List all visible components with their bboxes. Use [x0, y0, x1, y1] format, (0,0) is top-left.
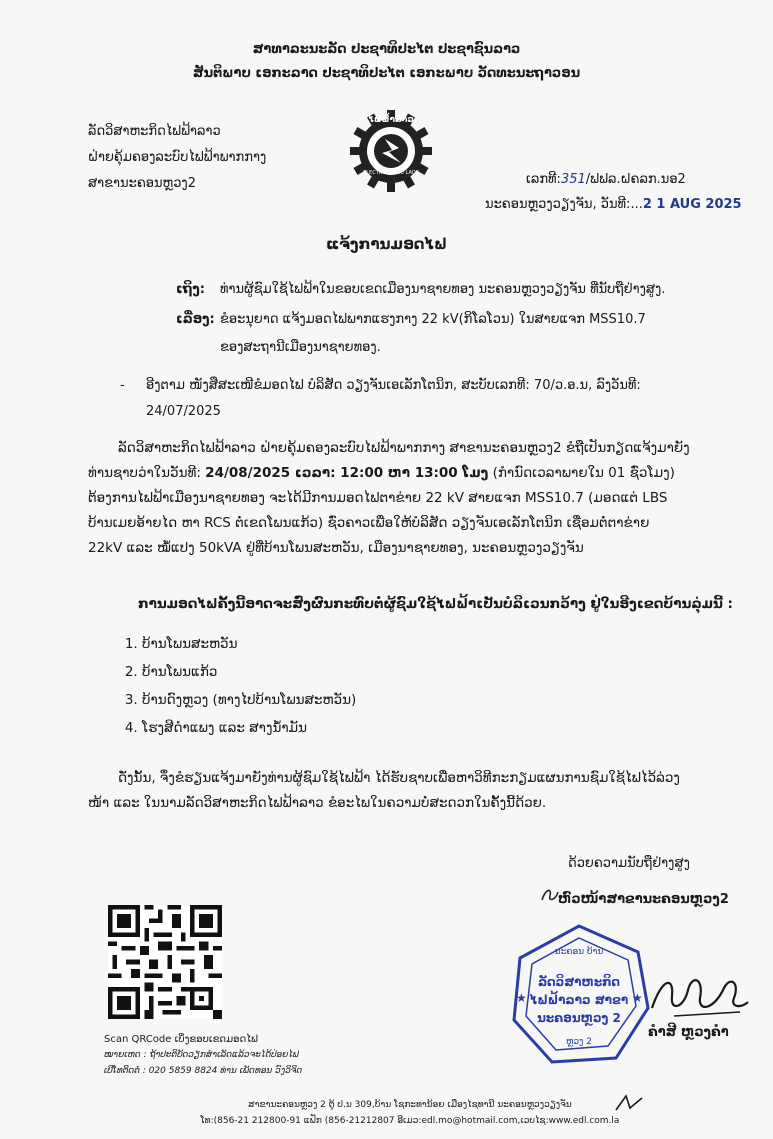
body-paragraph — [88, 436, 728, 561]
outage-datetime: 24/08/2025 ເວລາ: 12:00 ຫາ 13:00 ໂມງ — [205, 465, 489, 481]
logo-ring-text: ELECTRICITE DU LAOS — [363, 170, 419, 176]
subject-line — [176, 312, 646, 327]
qr-note: ໝາຍເຫດ : ຖ້າປະຕິບັດວຽກສຳເລັດແລ້ວຈະໄດ້ປ່ອຍໄຟ — [104, 1050, 299, 1060]
body-line-5: 22kV ແລະ ໝໍ້ແປງ 50kVA ຢູ່ທີ່ບ້ານໂພນສະຫວັນ, ເມືອງນາຊາຍທອງ, ນະຄອນຫຼວງວຽງຈັນ — [88, 540, 584, 556]
subject-text-line1: ຂໍອະນຸຍາດ ແຈ້ງມອດໄຟພາກແຮງກາງ 22 kV(ກິໂລໂວນ) ໃນສາຍແຈກ MSS10.7 — [220, 312, 646, 327]
footer-contact: ໂທ:(856-21 212800-91 ແຟັກ (856-21212807 ອີເມວ:edl.mo@hotmail.com,ເວບໄຊ:www.edl.com.la — [200, 1116, 620, 1126]
recipient-text: ທ່ານຜູ້ຊົມໃຊ້ໄຟຟ້າໃນຂອບເຂດເມືອງນາຊາຍທອງ ນະຄອນຫຼວງວຽງຈັນ ທີ່ນັບຖືຢ່າງສູງ. — [220, 282, 666, 297]
closing-line-1: ດັ່ງນັ້ນ, ຈຶ່ງຂໍຮຽນແຈ້ງມາຍັງທ່ານຜູ້ຊົມໃຊ້ໄຟຟ້າ ໄດ້ຮັບຊາບເພື່ອຫາວິທີກະກຽມແຜນການຊົມໃຊ້ໄຟໄວ້ລ່ວງ — [118, 770, 680, 786]
signatory-title: ຫົວໜ້າສາຂານະຄອນຫຼວງ2 — [558, 892, 729, 907]
date-stamp-value: 2 1 AUG 2025 — [642, 197, 742, 212]
list-item: 4. ໂຮງສີດຳແພງ ແລະ ສາງນ້ຳມັນ — [142, 714, 356, 742]
svg-text:★: ★ — [632, 991, 643, 1005]
qr-code[interactable] — [108, 905, 222, 1019]
national-motto: ສັນຕິພາບ ເອກະລາດ ປະຊາທິປະໄຕ ເອກະພາບ ວັດທະນະຖາວອນ — [192, 66, 581, 81]
signature-mark-icon — [538, 884, 562, 906]
subject-text-line2: ຂອງສະຖານີເມືອງນາຊາຍທອງ. — [220, 340, 381, 355]
reference-number-suffix: /ຟຟລ.ຝຄລກ.ນອ2 — [585, 172, 686, 187]
recipient-label: ເຖິງ: — [176, 282, 206, 297]
body-line-4: ບ້ານເມຍອ້າຍໄດ ຫາ RCS ຕໍ່ເຂດໂພນແກ້ວ) ຊົ່ວຄາວເພື່ອໃຫ້ບໍລິສັດ ວຽງຈັນເອເລັກໂຕນິກ ເຊື່ອມຕໍ່ຕາຂ່າຍ — [88, 515, 650, 531]
closing-paragraph — [88, 766, 738, 816]
signatory-name: ຄຳສີ ຫຼວງຄຳ — [648, 1025, 729, 1040]
body-line-1: ລັດວິສາຫະກິດໄຟຟ້າລາວ ຝ່າຍຄຸ້ມຄອງລະບົບໄຟຟ້າພາກກາງ ສາຂານະຄອນຫຼວງ2 ຂໍຖືເປັນກຽດແຈ້ງມາຍັງ — [118, 440, 690, 456]
body-line-2-start: ທ່ານຊາບວ່າໃນວັນທີ: — [88, 465, 206, 481]
org-branch: ສາຂານະຄອນຫຼວງ2 — [88, 176, 196, 191]
list-item: 2. ບ້ານໂພນແກ້ວ — [142, 658, 356, 686]
stamp-line-1: ລັດວິສາຫະກິດ — [537, 975, 621, 989]
org-name: ລັດວິສາຫະກິດໄຟຟ້າລາວ — [88, 124, 221, 139]
place-date-label: ນະຄອນຫຼວງວຽງຈັນ, ວັນທີ:... — [485, 197, 643, 212]
affected-heading: ການມອດໄຟຄັ້ງນີ້ອາດຈະສົ່ງຜົນກະທົບຕໍ່ຜູ້ຊົມໃຊ້ໄຟຟ້າເປັນບໍລິເວນກວ້າງ ຢູ່ໃນອີງເຂດບ້ານລຸ່ມນີ້ : — [138, 596, 733, 612]
list-item: 1. ບ້ານໂພນສະຫວັນ — [142, 630, 356, 658]
footer-address: ສາຂານະຄອນຫຼວງ 2 ຕູ້ ປ.ນ 309,ບ້ານ ໂຊກະທານ້ອຍ ເມືອງໄຊທານີ ນະຄອນຫຼວງວຽງຈັນ — [248, 1100, 572, 1110]
reference-number — [526, 172, 686, 187]
reference-number-label: ເລກທີ: — [526, 172, 561, 187]
body-line-2 — [88, 461, 728, 486]
stamp-line-3: ນະຄອນຫຼວງ 2 — [537, 1011, 621, 1025]
qr-caption: Scan QRCode ເບິ່ງຂອບເຂດມອດໄຟ — [104, 1034, 258, 1045]
stamp-bottom-arc: ຫຼວງ 2 — [566, 1037, 592, 1047]
handwritten-signature — [644, 968, 754, 1028]
respect-line: ດ້ວຍຄວາມນັບຖືຢ່າງສູງ — [568, 856, 690, 871]
list-item: 3. ບ້ານດົງຫຼວງ (ທາງໄປບ້ານໂພນສະຫວັນ) — [142, 686, 356, 714]
logo-top-text: ໄຟຟ້າລາວ — [368, 115, 414, 125]
document-title: ແຈ້ງການມອດໄຟ — [326, 235, 447, 253]
org-division: ຝ່າຍຄຸ້ມຄອງລະບົບໄຟຟ້າພາກກາງ — [88, 150, 267, 165]
national-title: ສາທາລະນະລັດ ປະຊາທິປະໄຕ ປະຊາຊົນລາວ — [252, 42, 521, 57]
qr-contact: ເບີໂທຕິດຕໍ່ : 020 5859 8824 ທ່ານ ເພັດທອນ ວົງວິຈິດ — [104, 1066, 303, 1076]
official-stamp — [504, 920, 654, 1070]
reference-item-line1: ອີງຕາມ ໜັງສືສະເໜີຂໍມອດໄຟ ບໍລິສັດ ວຽງຈັນເອເລັກໂຕນິກ, ສະບັບເລກທີ: 70/ວ.ອ.ນ, ລົງວັນທີ: — [146, 378, 641, 393]
reference-bullet: - — [120, 378, 125, 393]
place-date — [485, 197, 742, 212]
affected-areas-list — [120, 630, 356, 742]
subject-label: ເລື່ອງ: — [176, 312, 215, 327]
reference-number-value: 351 — [560, 172, 586, 187]
stamp-line-2: ໄຟຟ້າລາວ ສາຂາ — [529, 993, 629, 1007]
svg-text:★: ★ — [516, 991, 527, 1005]
stamp-top-arc: ນະຄອນ ບ້ານ — [554, 947, 604, 957]
body-line-2-end: (ກຳນົດເວລາພາຍໃນ 01 ຊົ່ວໂມງ) — [488, 465, 675, 481]
body-line-3: ຕ້ອງການໄຟຟ້າເມືອງນາຊາຍທອງ ຈະໄດ້ມີການມອດໄຟຕາຂ່າຍ 22 kV ສາຍແຈກ MSS10.7 (ມອດແຕ່ LBS — [88, 490, 668, 506]
footer-initials-mark-icon — [612, 1092, 648, 1116]
recipient-line — [176, 282, 665, 297]
closing-line-2: ໜ້າ ແລະ ໃນນາມລັດວິສາຫະກິດໄຟຟ້າລາວ ຂໍອະໄພໃນຄວາມບໍ່ສະດວກໃນຄັ້ງນີ້ດ້ວຍ. — [88, 795, 547, 811]
reference-item-line2: 24/07/2025 — [146, 404, 221, 419]
